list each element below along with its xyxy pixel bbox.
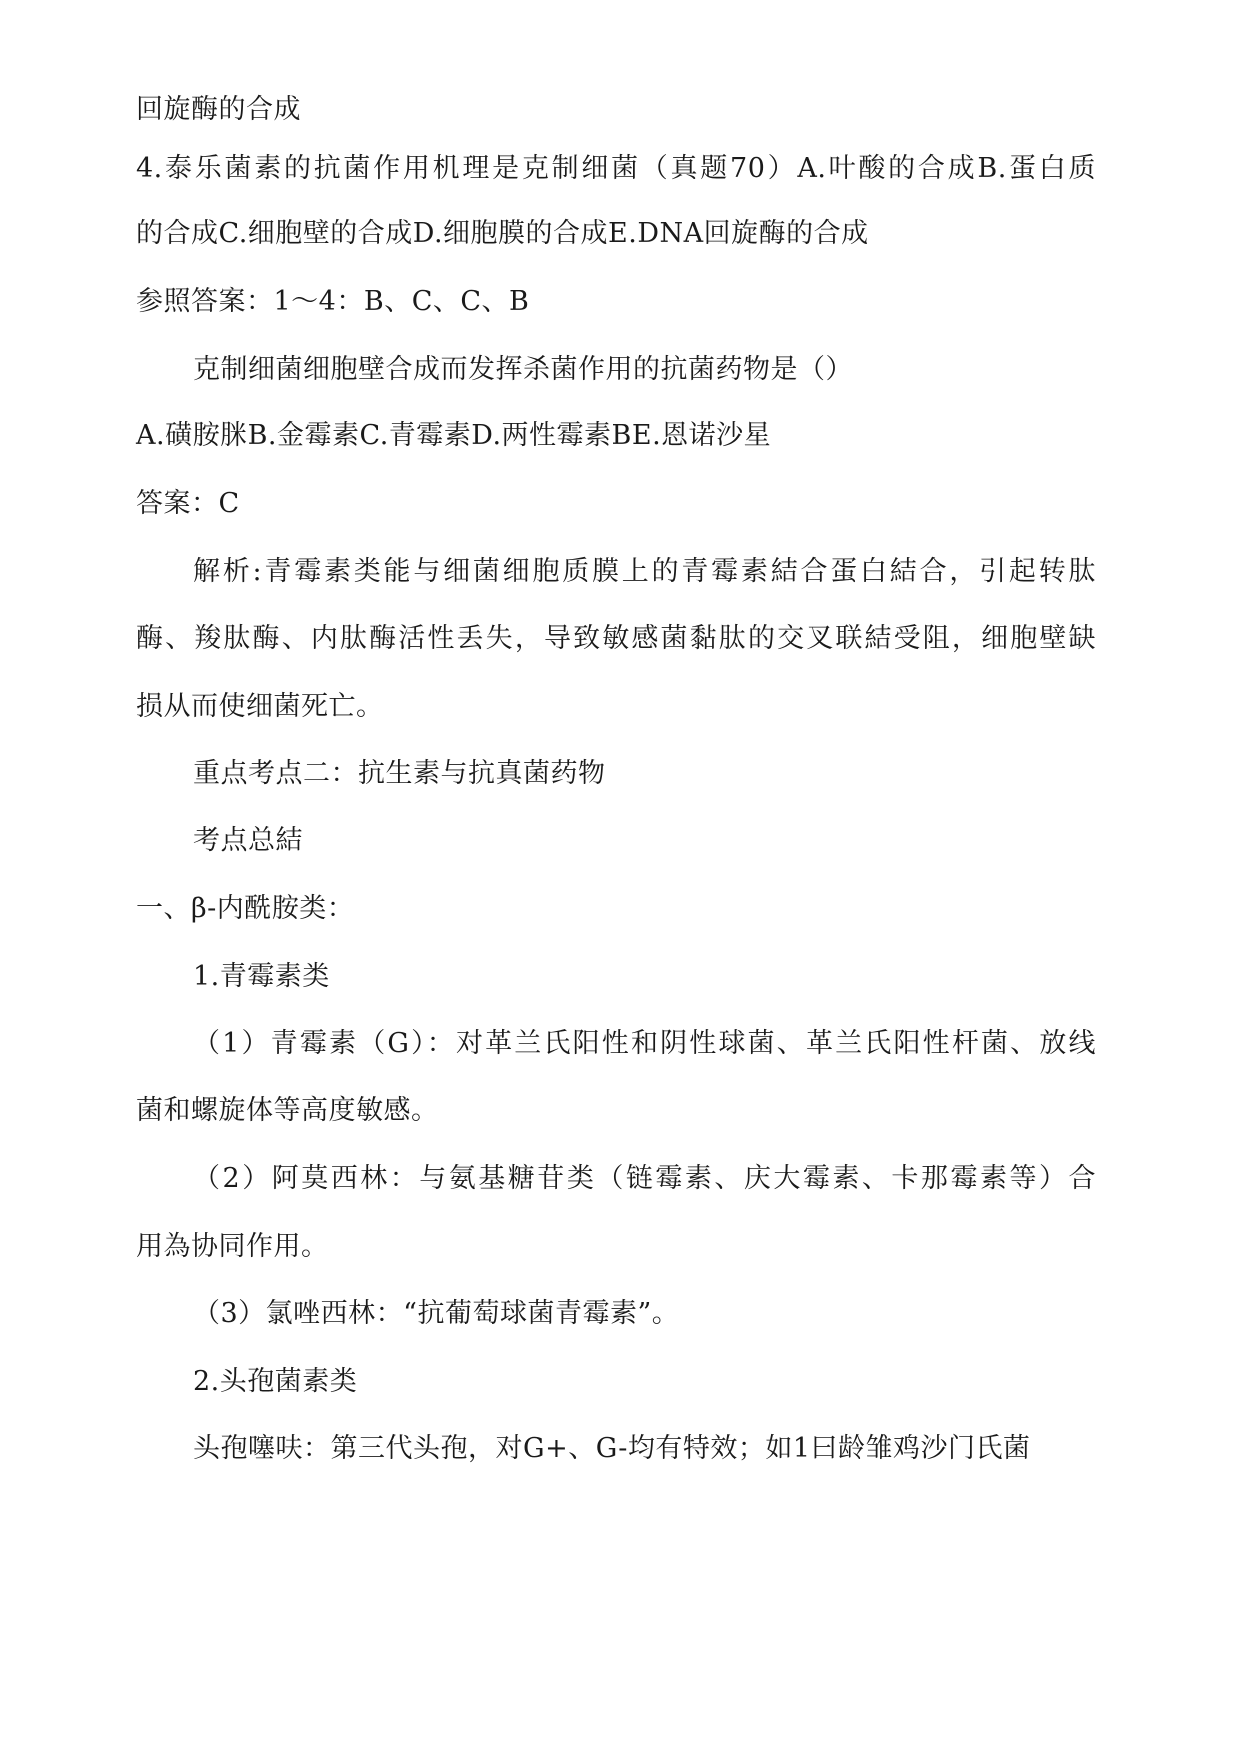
- analysis-line-1: 解析:青霉素类能与细菌细胞质膜上的青霉素結合蛋白結合，引起转肽: [193, 556, 1096, 587]
- item-1-line-1: （1）青霉素（G）：对革兰氏阳性和阴性球菌、革兰氏阳性杆菌、放线: [193, 1028, 1096, 1059]
- answer: 答案：C: [136, 488, 240, 519]
- item-2-line-2: 用為协同作用。: [136, 1231, 329, 1262]
- ceftiofur-line: 头孢噻呋：第三代头孢，对G+、G-均有特效；如1曰龄雏鸡沙门氏菌: [193, 1433, 1031, 1464]
- analysis-line-3: 损从而使细菌死亡。: [136, 691, 384, 722]
- question-options: A.磺胺脒B.金霉素C.青霉素D.两性霉素BE.恩诺沙星: [136, 420, 772, 451]
- item-heading-penicillins: 1.青霉素类: [193, 961, 330, 992]
- question-4-line-2: 的合成C.细胞壁的合成D.细胞膜的合成E.DNA回旋酶的合成: [136, 218, 869, 249]
- reference-answer: 参照答案：1～4：B、C、C、B: [136, 286, 530, 317]
- item-2-line-1: （2）阿莫西林：与氨基糖苷类（链霉素、庆大霉素、卡那霉素等）合: [193, 1163, 1096, 1194]
- question-4-line-1: 4.泰乐菌素的抗菌作用机理是克制细菌（真题70）A.叶酸的合成B.蛋白质: [136, 153, 1096, 184]
- analysis-line-2: 酶、羧肽酶、内肽酶活性丢失，导致敏感菌黏肽的交叉联結受阻，细胞壁缺: [136, 623, 1096, 654]
- text-line-1: 回旋酶的合成: [136, 94, 301, 125]
- item-heading-cephalosporins: 2.头孢菌素类: [193, 1366, 358, 1397]
- question-text: 克制细菌细胞壁合成而发挥杀菌作用的抗菌药物是（）: [193, 354, 853, 385]
- category-heading: 一、β-内酰胺类：: [136, 893, 355, 924]
- item-3: （3）氯唑西林：“抗葡萄球菌青霉素”。: [193, 1298, 680, 1329]
- item-1-line-2: 菌和螺旋体等高度敏感。: [136, 1095, 439, 1126]
- subsection-heading: 考点总結: [193, 825, 303, 856]
- section-heading: 重点考点二：抗生素与抗真菌药物: [193, 758, 606, 789]
